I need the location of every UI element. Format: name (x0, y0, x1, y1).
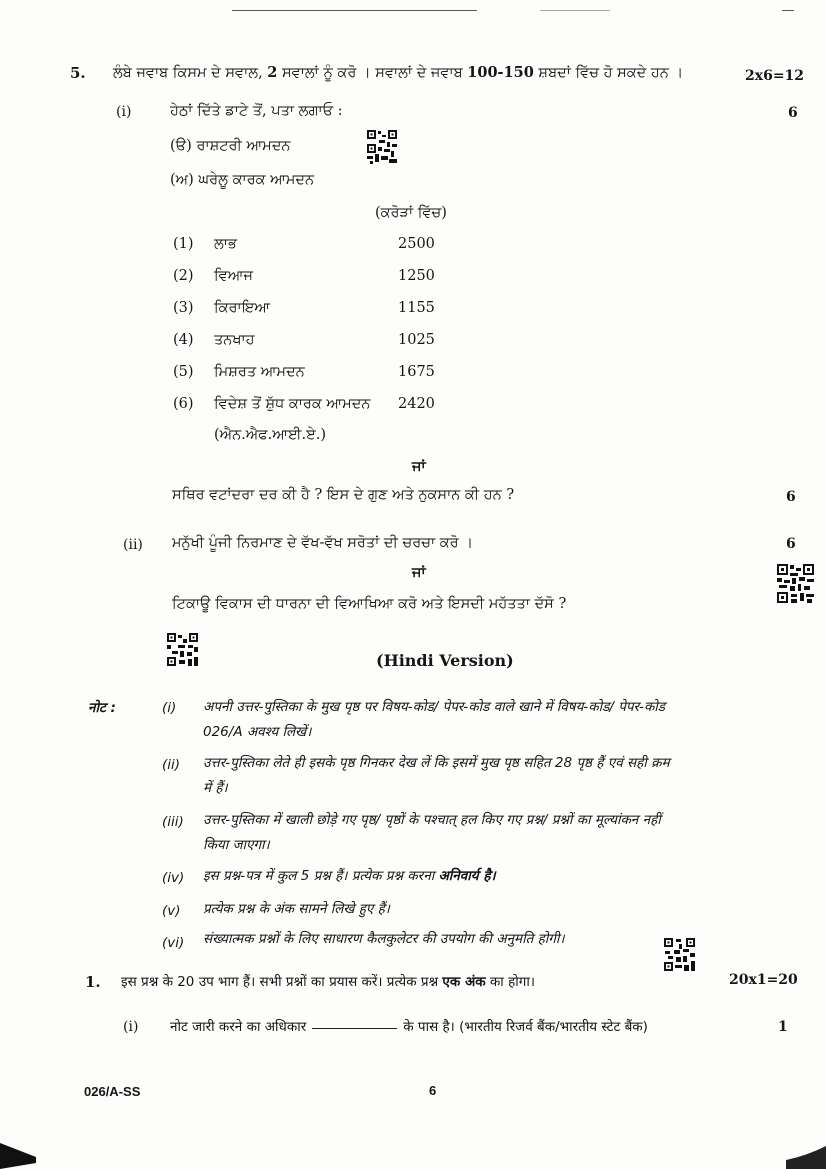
part-label: (i) (123, 1019, 139, 1035)
part-marks: 6 (788, 105, 798, 121)
data-row-num: (5) (173, 364, 194, 380)
data-row-label: ਤਨਖਾਹ (214, 332, 255, 348)
data-row-value: 2420 (398, 396, 435, 412)
note-text: प्रत्येक प्रश्न के अंक सामने लिखे हुए हैं। (203, 901, 390, 917)
data-row-value: 1025 (398, 332, 435, 348)
scan-artifact (0, 1143, 40, 1169)
qr-code-icon (367, 130, 397, 164)
qr-code-icon (777, 564, 814, 604)
data-row-value: 1155 (398, 300, 435, 316)
data-row-label: ਲਾਭ (214, 236, 237, 252)
sub-part-b: (ਅ) ਘਰੇਲੂ ਕਾਰਕ ਆਮਦਨ (170, 172, 315, 188)
data-row-num: (3) (173, 300, 194, 316)
question-marks: 2x6=12 (745, 68, 805, 84)
note-text: में हैं। (203, 780, 228, 796)
hindi-version-heading: (Hindi Version) (376, 651, 514, 670)
part-text: नोट जारी करने का अधिकार के पास है। (भारतीय रिजर्व बैंक/भारतीय स्टेट बैंक) (170, 1019, 648, 1035)
question-marks: 20x1=20 (729, 972, 798, 988)
part-text: ਹੇਠਾਂ ਦਿੱਤੇ ਡਾਟੇ ਤੋਂ, ਪਤਾ ਲਗਾਓ : (170, 103, 343, 119)
alternate-question-text: ਟਿਕਾਊ ਵਿਕਾਸ ਦੀ ਧਾਰਨਾ ਦੀ ਵਿਆਖਿਆ ਕਰੋ ਅਤੇ ਇਸਦੀ ਮਹੱਤਤਾ ਦੱਸੋ ? (172, 596, 567, 612)
page-number: 6 (429, 1083, 437, 1098)
note-text: संख्यात्मक प्रश्नों के लिए साधारण कैलकुलेटर की उपयोग की अनुमति होगी। (203, 931, 565, 947)
question-text: ਲੰਬੇ ਜਵਾਬ ਕਿਸਮ ਦੇ ਸਵਾਲ, 2 ਸਵਾਲਾਂ ਨੂੰ ਕਰੋ । ਸਵਾਲਾਂ ਦੇ ਜਵਾਬ 100-150 ਸ਼ਬਦਾਂ ਵਿੱਚ ਹੋ ਸਕਦੇ ਹਨ । (113, 64, 684, 81)
top-rule (540, 10, 610, 11)
data-row-num: (1) (173, 236, 194, 252)
part-label: (ii) (123, 537, 143, 553)
data-row-num: (2) (173, 268, 194, 284)
part-label: (i) (116, 104, 132, 120)
or-divider: ਜਾਂ (412, 458, 426, 475)
note-text: इस प्रश्न-पत्र में कुल 5 प्रश्न हैं। प्रत्येक प्रश्न करना अनिवार्य है। (203, 868, 496, 884)
alternate-question-marks: 6 (786, 489, 796, 505)
note-text: किया जाएगा। (203, 837, 270, 853)
question-text: इस प्रश्न के 20 उप भाग हैं। सभी प्रश्नों का प्रयास करें। प्रत्येक प्रश्न एक अंक का होगा। (121, 974, 535, 990)
alternate-question-text: ਸਥਿਰ ਵਟਾਂਦਰਾ ਦਰ ਕੀ ਹੈ ? ਇਸ ਦੇ ਗੁਣ ਅਤੇ ਨੁਕਸਾਨ ਕੀ ਹਨ ? (172, 487, 515, 503)
or-divider: ਜਾਂ (412, 564, 426, 581)
sub-part-a: (ੳ) ਰਾਸ਼ਟਰੀ ਆਮਦਨ (170, 138, 291, 154)
data-row-label: ਵਿਦੇਸ਼ ਤੋਂ ਸ਼ੁੱਧ ਕਾਰਕ ਆਮਦਨ (214, 396, 371, 412)
note-label: नोट : (88, 700, 116, 716)
qr-code-icon (664, 938, 695, 972)
data-row-value: 1675 (398, 364, 435, 380)
question-number: 5. (70, 64, 86, 82)
note-number: (v) (162, 903, 181, 919)
part-marks: 1 (778, 1019, 788, 1035)
qr-code-icon (167, 633, 198, 667)
note-number: (iii) (162, 814, 184, 830)
unit-label: (ਕਰੋੜਾਂ ਵਿੱਚ) (375, 205, 447, 221)
data-row-note: (ਐਨ.ਐਫ.ਆਈ.ਏ.) (214, 427, 327, 443)
answer-blank (312, 1028, 397, 1029)
data-row-value: 1250 (398, 268, 435, 284)
note-text: उत्तर-पुस्तिका लेते ही इसके पृष्ठ गिनकर देख लें कि इसमें मुख पृष्ठ सहित 28 पृष्ठ हैं एवं सही क्रम (203, 755, 670, 771)
part-marks: 6 (786, 536, 796, 552)
note-text: उत्तर-पुस्तिका में खाली छोड़े गए पृष्ठ/ पृष्ठों के पश्चात् हल किए गए प्रश्न/ प्रश्नों का मूल्यांकन नहीं (203, 812, 661, 828)
note-text: 026/A अवश्य लिखें। (203, 724, 312, 740)
data-row-label: ਵਿਆਜ (214, 268, 253, 284)
top-rule (232, 10, 477, 11)
paper-code: 026/A-SS (84, 1084, 141, 1099)
note-text: अपनी उत्तर-पुस्तिका के मुख पृष्ठ पर विषय-कोड/ पेपर-कोड वाले खाने में विषय-कोड/ पेपर-कोड (203, 699, 666, 715)
top-rule (782, 10, 794, 11)
part-text: ਮਨੁੱਖੀ ਪੂੰਜੀ ਨਿਰਮਾਣ ਦੇ ਵੱਖ-ਵੱਖ ਸਰੋਤਾਂ ਦੀ ਚਰਚਾ ਕਰੋ । (172, 535, 474, 551)
question-number: 1. (85, 973, 101, 991)
data-row-value: 2500 (398, 236, 435, 252)
note-number: (vi) (162, 935, 185, 951)
data-row-num: (4) (173, 332, 194, 348)
note-number: (iv) (162, 870, 185, 886)
data-row-label: ਕਿਰਾਇਆ (214, 300, 271, 316)
scan-artifact (786, 1146, 826, 1169)
note-number: (ii) (162, 757, 181, 773)
data-row-label: ਮਿਸ਼ਰਤ ਆਮਦਨ (214, 364, 305, 380)
note-number: (i) (162, 700, 177, 716)
data-row-num: (6) (173, 396, 194, 412)
